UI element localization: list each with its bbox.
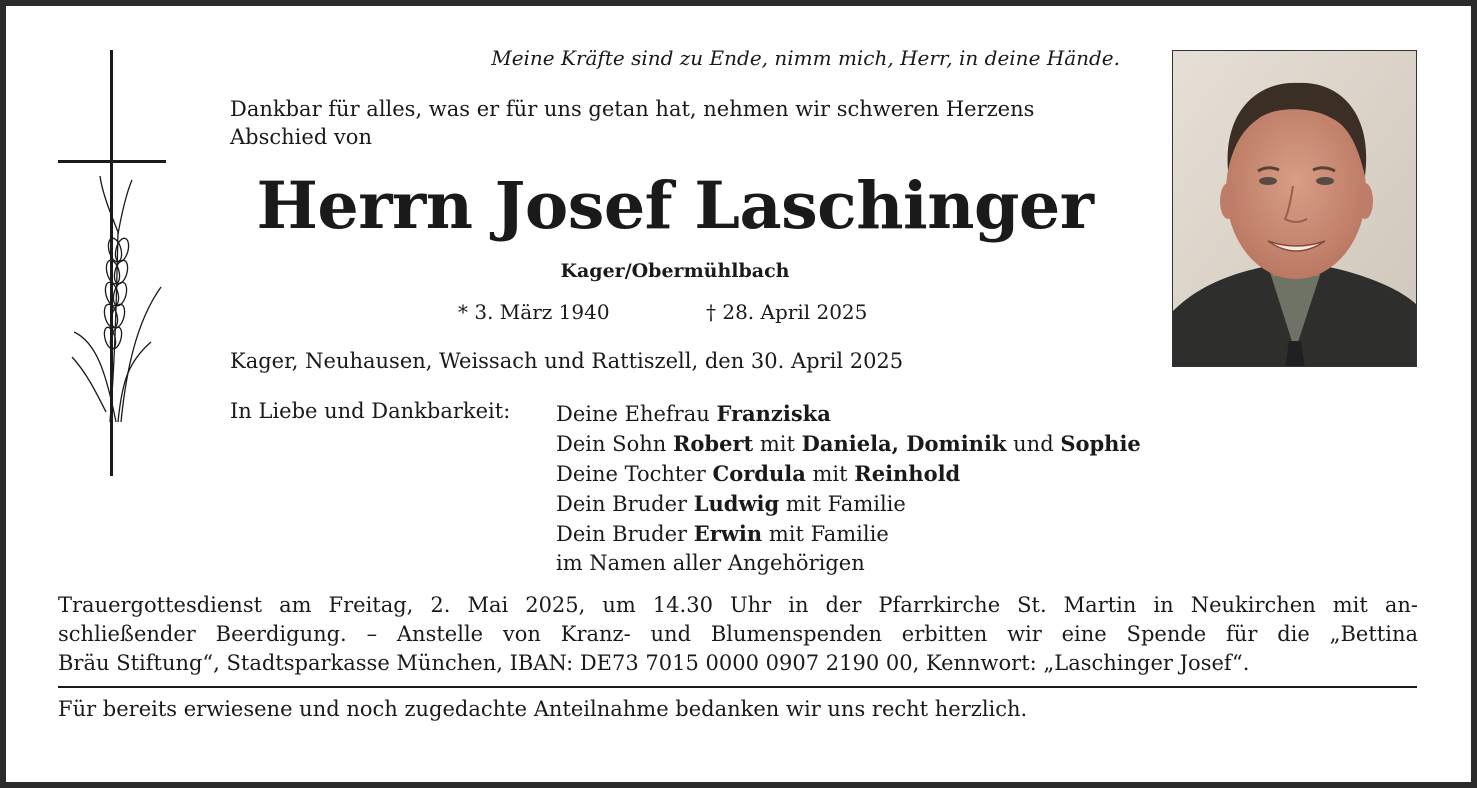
mourner-line: Dein Bruder Erwin mit Familie bbox=[556, 521, 889, 546]
intro-line-2: Abschied von bbox=[230, 125, 372, 149]
thanks-text: Für bereits erwiesene und noch zugedachte Anteilnahme bedanken wir uns recht herzlich. bbox=[58, 697, 1028, 721]
wheat-ear-icon bbox=[66, 172, 166, 432]
intro-text bbox=[230, 95, 1130, 151]
funeral-service-info bbox=[58, 591, 1418, 678]
mourner-line: Dein Bruder Ludwig mit Familie bbox=[556, 491, 906, 516]
location-and-date: Kager, Neuhausen, Weissach und Rattiszell, den 30. April 2025 bbox=[230, 349, 904, 373]
mourners-label: In Liebe und Dankbarkeit: bbox=[230, 399, 511, 423]
deceased-place: Kager/Obermühlbach bbox=[560, 260, 790, 282]
death-date: † 28. April 2025 bbox=[706, 300, 868, 324]
service-line-3: Bräu Stiftung“, Stadtsparkasse München, IBAN: DE73 7015 0000 0907 2190 00, Kennwort: „Laschinger Josef“. bbox=[58, 651, 1250, 675]
divider-rule bbox=[58, 686, 1417, 688]
mourner-line: im Namen aller Angehörigen bbox=[556, 551, 865, 575]
cross-horizontal-bar bbox=[58, 160, 166, 163]
birth-date: * 3. März 1940 bbox=[458, 300, 610, 324]
mourner-line: Dein Sohn Robert mit Daniela, Dominik und Sophie bbox=[556, 431, 1141, 456]
mourner-line: Deine Ehefrau Franziska bbox=[556, 401, 831, 426]
portrait-image bbox=[1173, 51, 1417, 367]
deceased-name: Herrn Josef Laschinger bbox=[256, 168, 1094, 244]
service-line-1: Trauergottesdienst am Freitag, 2. Mai 2025, um 14.30 Uhr in der Pfarrkirche St. Martin in Neukirchen mit an- bbox=[58, 593, 1418, 617]
mourners-list bbox=[556, 399, 1141, 578]
motto-verse: Meine Kräfte sind zu Ende, nimm mich, Herr, in deine Hände. bbox=[491, 46, 1120, 70]
intro-line-1: Dankbar für alles, was er für uns getan hat, nehmen wir schweren Herzens bbox=[230, 97, 1035, 121]
service-line-2: schließender Beerdigung. – Anstelle von Kranz- und Blumenspenden erbitten wir eine Spende für die „Bettina bbox=[58, 622, 1418, 646]
mourner-line: Deine Tochter Cordula mit Reinhold bbox=[556, 461, 961, 486]
portrait-photo bbox=[1172, 50, 1417, 367]
